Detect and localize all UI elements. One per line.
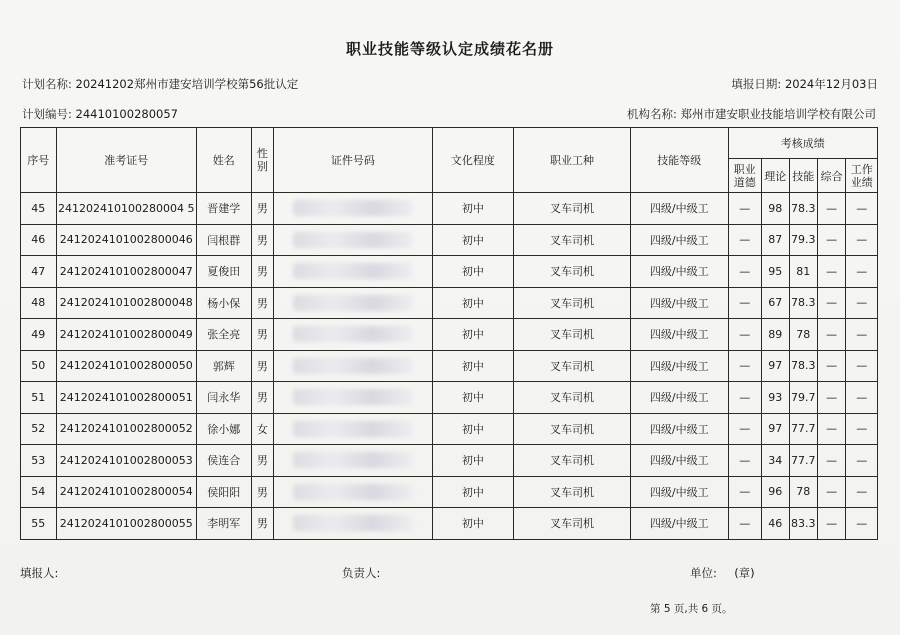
cell-gender: 男	[251, 319, 273, 351]
cell-id-number	[274, 224, 433, 256]
cell-gender: 男	[251, 508, 273, 540]
cell-occupation: 叉车司机	[514, 256, 631, 288]
cell-ethics: —	[728, 476, 762, 508]
cell-work-performance: —	[846, 476, 878, 508]
cell-education: 初中	[432, 350, 513, 382]
plan-number	[22, 106, 178, 122]
cell-id-number	[274, 350, 433, 382]
cell-gender: 男	[251, 256, 273, 288]
table-row	[21, 508, 878, 540]
header-education: 文化程度	[432, 128, 513, 193]
cell-exam-number: 2412024101002800051	[56, 382, 196, 414]
table-row	[21, 319, 878, 351]
plan-name	[22, 76, 298, 92]
cell-id-number	[274, 193, 433, 225]
cell-ethics: —	[728, 508, 762, 540]
cell-skill-level: 四级/中级工	[630, 224, 728, 256]
cell-education: 初中	[432, 319, 513, 351]
plan-name-label: 计划名称:	[22, 77, 72, 91]
cell-name: 郭辉	[196, 350, 251, 382]
cell-seq: 50	[21, 350, 57, 382]
cell-name: 徐小娜	[196, 413, 251, 445]
cell-ethics: —	[728, 382, 762, 414]
cell-exam-number: 2412024101002800055	[56, 508, 196, 540]
cell-skill: 78.3	[789, 350, 817, 382]
cell-comprehensive: —	[817, 256, 845, 288]
cell-seq: 45	[21, 193, 57, 225]
header-gender: 性别	[251, 128, 273, 193]
cell-work-performance: —	[846, 350, 878, 382]
cell-comprehensive: —	[817, 350, 845, 382]
cell-seq: 51	[21, 382, 57, 414]
cell-gender: 男	[251, 350, 273, 382]
cell-skill: 81	[789, 256, 817, 288]
cell-education: 初中	[432, 193, 513, 225]
header-name: 姓名	[196, 128, 251, 193]
table-body	[21, 193, 878, 540]
cell-ethics: —	[728, 287, 762, 319]
table-row	[21, 287, 878, 319]
redacted-id-blur	[293, 326, 413, 342]
cell-comprehensive: —	[817, 287, 845, 319]
cell-skill: 78	[789, 319, 817, 351]
redacted-id-blur	[293, 295, 413, 311]
redacted-id-blur	[293, 515, 413, 531]
fill-date	[731, 76, 878, 92]
cell-gender: 男	[251, 445, 273, 477]
cell-ethics: —	[728, 224, 762, 256]
header-occupation: 职业工种	[514, 128, 631, 193]
cell-gender: 女	[251, 413, 273, 445]
header-work-performance: 工作业绩	[846, 159, 878, 193]
cell-work-performance: —	[846, 413, 878, 445]
cell-education: 初中	[432, 256, 513, 288]
redacted-id-blur	[293, 263, 413, 279]
plan-number-label: 计划编号:	[22, 107, 72, 121]
redacted-id-blur	[293, 358, 413, 374]
cell-seq: 52	[21, 413, 57, 445]
roster-table	[20, 127, 878, 540]
redacted-id-blur	[293, 452, 413, 468]
plan-number-value: 24410100280057	[75, 107, 178, 121]
cell-education: 初中	[432, 476, 513, 508]
cell-skill-level: 四级/中级工	[630, 508, 728, 540]
cell-work-performance: —	[846, 256, 878, 288]
cell-skill: 78	[789, 476, 817, 508]
cell-ethics: —	[728, 350, 762, 382]
redacted-id-blur	[293, 421, 413, 437]
cell-theory: 95	[762, 256, 789, 288]
cell-skill: 78.3	[789, 287, 817, 319]
cell-skill-level: 四级/中级工	[630, 319, 728, 351]
cell-occupation: 叉车司机	[514, 508, 631, 540]
cell-occupation: 叉车司机	[514, 382, 631, 414]
cell-theory: 96	[762, 476, 789, 508]
cell-seq: 55	[21, 508, 57, 540]
header-theory: 理论	[762, 159, 789, 193]
cell-skill-level: 四级/中级工	[630, 193, 728, 225]
cell-skill-level: 四级/中级工	[630, 413, 728, 445]
unit-label: 单位:	[690, 566, 717, 580]
redacted-id-blur	[293, 232, 413, 248]
table-row	[21, 350, 878, 382]
cell-comprehensive: —	[817, 224, 845, 256]
cell-education: 初中	[432, 382, 513, 414]
cell-seq: 53	[21, 445, 57, 477]
cell-theory: 97	[762, 350, 789, 382]
cell-name: 杨小保	[196, 287, 251, 319]
header-exam-number: 准考证号	[56, 128, 196, 193]
cell-id-number	[274, 319, 433, 351]
cell-exam-number: 2412024101002800047	[56, 256, 196, 288]
header-id-number: 证件号码	[274, 128, 433, 193]
cell-name: 闫根群	[196, 224, 251, 256]
organization	[627, 106, 876, 122]
cell-seq: 47	[21, 256, 57, 288]
fill-date-value: 2024年12月03日	[784, 77, 878, 91]
cell-name: 侯连合	[196, 445, 251, 477]
cell-theory: 93	[762, 382, 789, 414]
table-row	[21, 413, 878, 445]
cell-exam-number: 2412024101002800049	[56, 319, 196, 351]
cell-gender: 男	[251, 476, 273, 508]
table-header	[21, 128, 878, 193]
cell-id-number	[274, 445, 433, 477]
header-skill: 技能	[789, 159, 817, 193]
cell-name: 李明军	[196, 508, 251, 540]
cell-theory: 89	[762, 319, 789, 351]
table-row	[21, 256, 878, 288]
fill-date-label: 填报日期:	[731, 77, 782, 91]
cell-seq: 46	[21, 224, 57, 256]
cell-id-number	[274, 413, 433, 445]
cell-skill-level: 四级/中级工	[630, 287, 728, 319]
cell-theory: 34	[762, 445, 789, 477]
cell-theory: 97	[762, 413, 789, 445]
cell-name: 晋建学	[196, 193, 251, 225]
cell-exam-number: 2412024101002800046	[56, 224, 196, 256]
cell-comprehensive: —	[817, 319, 845, 351]
cell-occupation: 叉车司机	[514, 193, 631, 225]
cell-skill: 77.7	[789, 413, 817, 445]
cell-education: 初中	[432, 508, 513, 540]
cell-id-number	[274, 476, 433, 508]
cell-exam-number: 2412024101002800053	[56, 445, 196, 477]
cell-theory: 46	[762, 508, 789, 540]
cell-exam-number: 2412024101002800048	[56, 287, 196, 319]
cell-ethics: —	[728, 193, 762, 225]
cell-gender: 男	[251, 382, 273, 414]
cell-ethics: —	[728, 256, 762, 288]
page-title: 职业技能等级认定成绩花名册	[345, 40, 554, 58]
header-ethics: 职业道德	[728, 159, 762, 193]
unit-seal	[690, 565, 755, 581]
cell-theory: 87	[762, 224, 789, 256]
cell-id-number	[274, 256, 433, 288]
cell-skill: 83.3	[789, 508, 817, 540]
cell-comprehensive: —	[817, 508, 845, 540]
cell-id-number	[274, 382, 433, 414]
cell-work-performance: —	[846, 319, 878, 351]
responsible-label: 负责人:	[342, 566, 381, 580]
plan-name-value: 20241202郑州市建安培训学校第56批认定	[75, 77, 299, 91]
cell-skill-level: 四级/中级工	[630, 350, 728, 382]
cell-education: 初中	[432, 445, 513, 477]
cell-comprehensive: —	[817, 382, 845, 414]
header-comprehensive: 综合	[817, 159, 845, 193]
cell-exam-number: 2412024101002800050	[56, 350, 196, 382]
cell-id-number	[274, 287, 433, 319]
cell-work-performance: —	[846, 224, 878, 256]
cell-gender: 男	[251, 287, 273, 319]
cell-seq: 49	[21, 319, 57, 351]
cell-name: 张全亮	[196, 319, 251, 351]
cell-occupation: 叉车司机	[514, 224, 631, 256]
cell-education: 初中	[432, 224, 513, 256]
cell-comprehensive: —	[817, 413, 845, 445]
cell-occupation: 叉车司机	[514, 319, 631, 351]
cell-name: 夏俊田	[196, 256, 251, 288]
cell-exam-number: 2412024101002800054	[56, 476, 196, 508]
cell-work-performance: —	[846, 445, 878, 477]
cell-education: 初中	[432, 287, 513, 319]
cell-occupation: 叉车司机	[514, 413, 631, 445]
cell-work-performance: —	[846, 287, 878, 319]
header-scores: 考核成绩	[728, 128, 877, 159]
organization-value: 郑州市建安职业技能培训学校有限公司	[680, 107, 876, 121]
page-info: 第 5 页,共 6 页。	[650, 603, 733, 615]
cell-work-performance: —	[846, 193, 878, 225]
cell-occupation: 叉车司机	[514, 287, 631, 319]
cell-theory: 98	[762, 193, 789, 225]
table-row	[21, 193, 878, 225]
cell-skill: 77.7	[789, 445, 817, 477]
cell-gender: 男	[251, 193, 273, 225]
cell-exam-number: 241202410100280004 5	[56, 193, 196, 225]
cell-comprehensive: —	[817, 476, 845, 508]
table-row	[21, 224, 878, 256]
redacted-id-blur	[293, 389, 413, 405]
header-skill-level: 技能等级	[630, 128, 728, 193]
table-row	[21, 476, 878, 508]
cell-comprehensive: —	[817, 445, 845, 477]
table-row	[21, 445, 878, 477]
cell-skill: 79.7	[789, 382, 817, 414]
cell-work-performance: —	[846, 382, 878, 414]
cell-skill: 79.3	[789, 224, 817, 256]
cell-gender: 男	[251, 224, 273, 256]
cell-ethics: —	[728, 445, 762, 477]
cell-exam-number: 2412024101002800052	[56, 413, 196, 445]
cell-skill-level: 四级/中级工	[630, 256, 728, 288]
header-seq: 序号	[21, 128, 57, 193]
cell-occupation: 叉车司机	[514, 350, 631, 382]
cell-skill-level: 四级/中级工	[630, 382, 728, 414]
cell-education: 初中	[432, 413, 513, 445]
organization-label: 机构名称:	[626, 107, 677, 121]
cell-name: 侯阳阳	[196, 476, 251, 508]
redacted-id-blur	[293, 484, 413, 500]
cell-id-number	[274, 508, 433, 540]
cell-name: 闫永华	[196, 382, 251, 414]
cell-comprehensive: —	[817, 193, 845, 225]
cell-skill-level: 四级/中级工	[630, 445, 728, 477]
redacted-id-blur	[293, 200, 413, 216]
cell-occupation: 叉车司机	[514, 476, 631, 508]
cell-ethics: —	[728, 413, 762, 445]
cell-ethics: —	[728, 319, 762, 351]
table-row	[21, 382, 878, 414]
cell-seq: 54	[21, 476, 57, 508]
filler-label: 填报人:	[20, 566, 59, 580]
cell-seq: 48	[21, 287, 57, 319]
cell-work-performance: —	[846, 508, 878, 540]
seal-text: (章)	[734, 566, 755, 580]
cell-skill: 78.3	[789, 193, 817, 225]
cell-occupation: 叉车司机	[514, 445, 631, 477]
cell-theory: 67	[762, 287, 789, 319]
cell-skill-level: 四级/中级工	[630, 476, 728, 508]
